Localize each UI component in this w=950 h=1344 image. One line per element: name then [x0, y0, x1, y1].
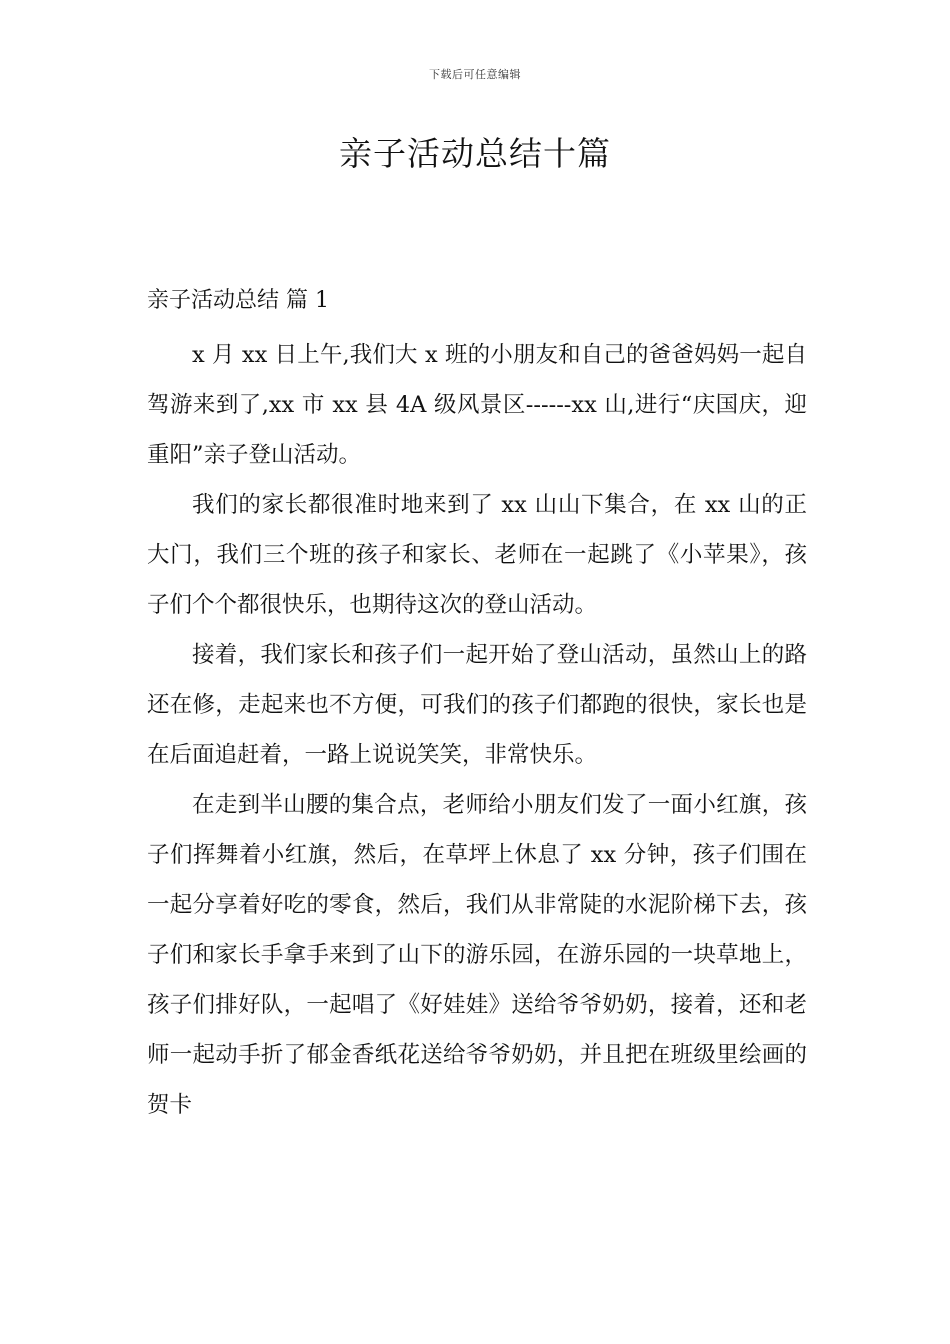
document-title: 亲子活动总结十篇 — [339, 134, 611, 173]
section-heading: 亲子活动总结 篇 1 — [147, 288, 329, 313]
paragraph-4: 在走到半山腰的集合点，老师给小朋友们发了一面小红旗，孩子们挥舞着小红旗，然后，在草坪上休息了 xx 分钟，孩子们围在一起分享着好吃的零食，然后，我们从非常陡的水泥阶梯下去，孩子们和家长手拿手来到了山下的游乐园，在游乐园的一块草地上，孩子们排好队，一起唱了《好娃娃》送给爷爷奶奶，接着，还和老师一起动手折了郁金香纸花送给爷爷奶奶，并且把在班级里绘画的贺卡 — [147, 792, 807, 1118]
body-text — [147, 330, 807, 1130]
paragraph-3: 接着，我们家长和孩子们一起开始了登山活动，虽然山上的路还在修，走起来也不方便，可我们的孩子们都跑的很快，家长也是在后面追赶着，一路上说说笑笑，非常快乐。 — [147, 642, 807, 768]
paragraph-2: 我们的家长都很准时地来到了 xx 山山下集合，在 xx 山的正大门，我们三个班的孩子和家长、老师在一起跳了《小苹果》，孩子们个个都很快乐，也期待这次的登山活动。 — [147, 492, 807, 618]
paragraph-1: x 月 xx 日上午,我们大 x 班的小朋友和自己的爸爸妈妈一起自驾游来到了,xx 市 xx 县 4A 级风景区------xx 山,进行“庆国庆，迎重阳”亲子登山活动。 — [147, 342, 807, 468]
header-note: 下载后可任意编辑 — [429, 68, 521, 81]
